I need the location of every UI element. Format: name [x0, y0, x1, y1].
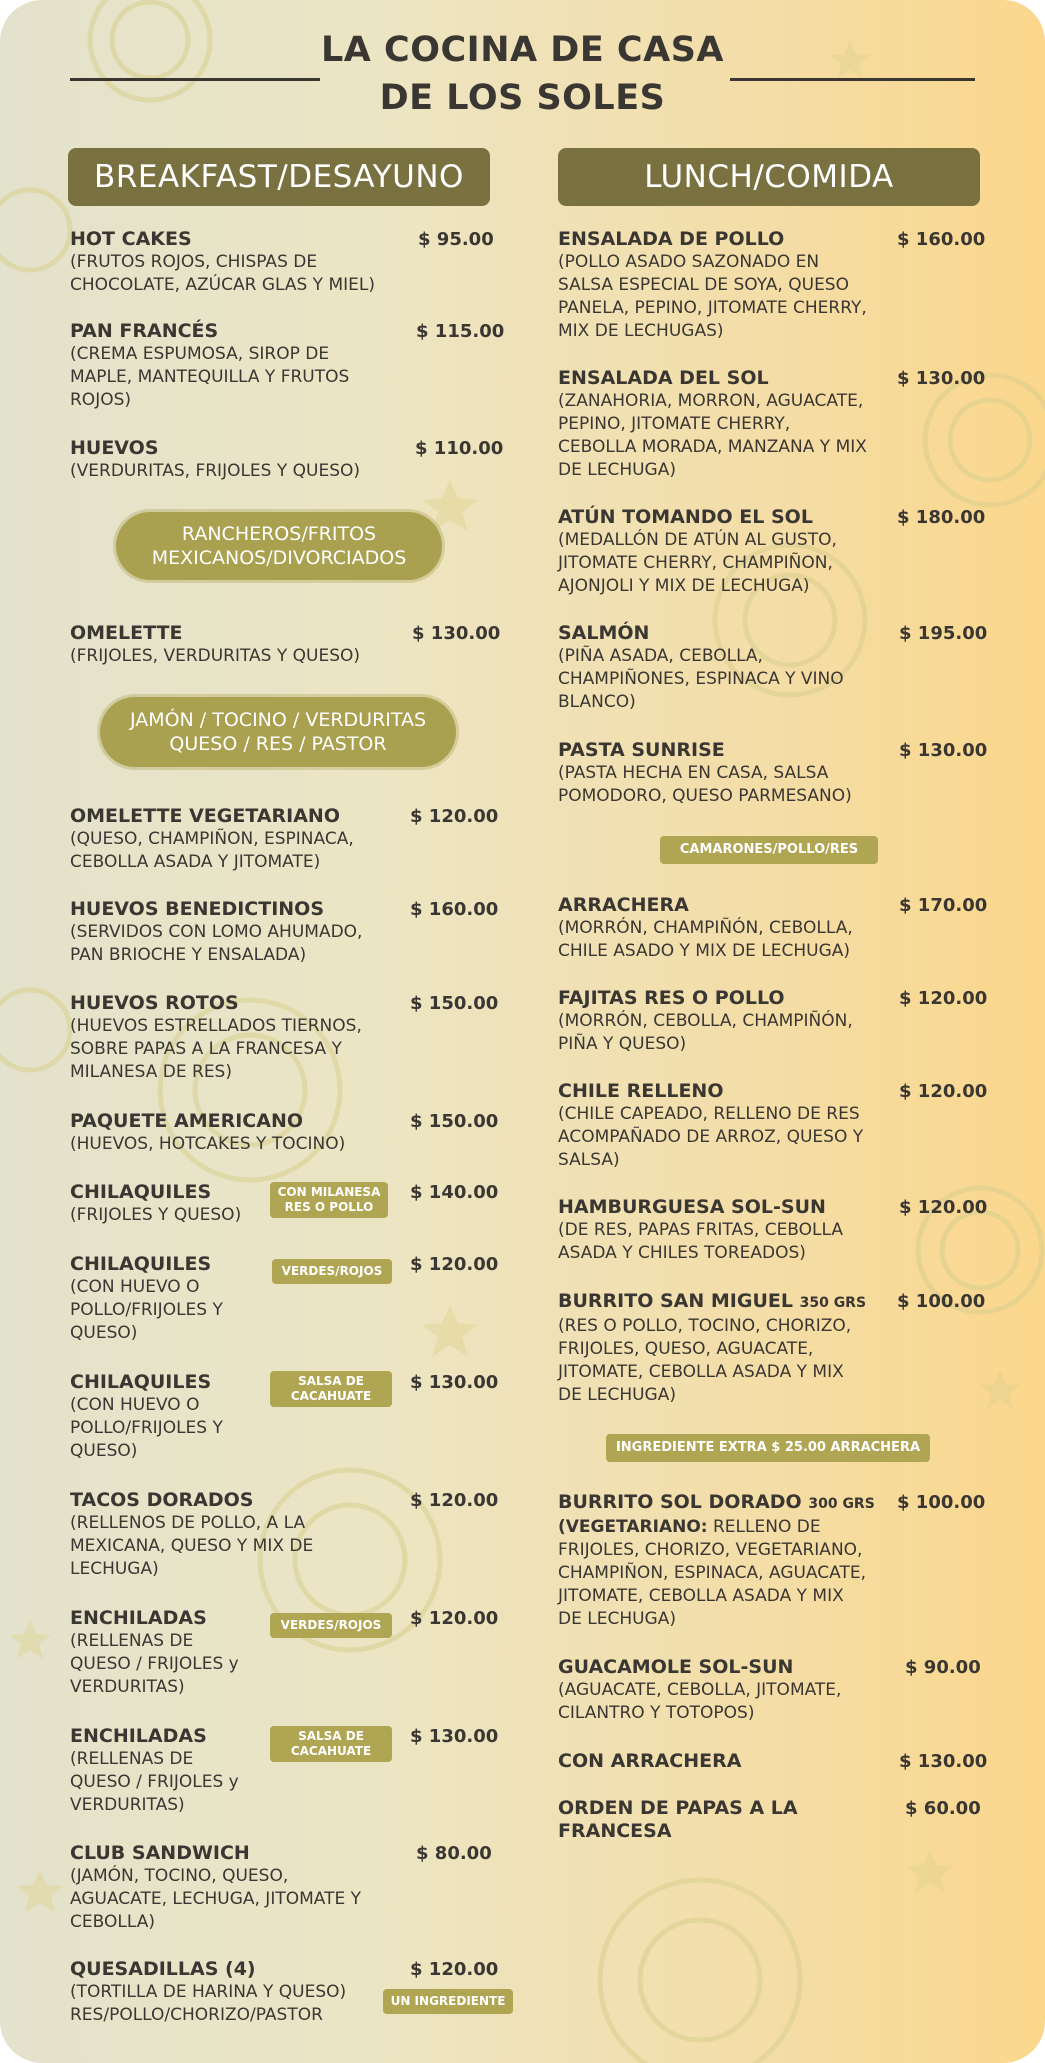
item-desc: ROJOS): [70, 390, 132, 410]
item-price: $ 150.00: [410, 1111, 499, 1132]
item-desc: (JAMÓN, TOCINO, QUESO,: [70, 1866, 289, 1886]
item-name: ENSALADA DEL SOL: [558, 367, 769, 389]
item-desc: ASADA Y CHILES TOREADOS): [558, 1243, 806, 1263]
item-option-tag: VERDES/ROJOS: [272, 1259, 392, 1284]
item-price: $ 120.00: [899, 1197, 988, 1218]
item-desc: (AGUACATE, CEBOLLA, JITOMATE,: [558, 1680, 842, 1700]
menu-item: [558, 987, 853, 1056]
item-price: $ 120.00: [410, 1490, 499, 1511]
item-price: $ 160.00: [897, 229, 986, 250]
item-name: CHILAQUILES: [70, 1253, 212, 1275]
item-desc: CEBOLLA ASADA Y JITOMATE): [70, 852, 321, 872]
title-divider-right: [730, 78, 975, 81]
item-desc: SALSA): [558, 1150, 620, 1170]
omelette-option-line: JAMÓN / TOCINO / VERDURITAS: [129, 709, 427, 731]
item-price: $ 170.00: [899, 895, 988, 916]
item-desc: MIX DE LECHUGAS): [558, 321, 724, 341]
item-name-line-2: FRANCESA: [558, 1820, 672, 1842]
item-desc: (CHILE CAPEADO, RELLENO DE RES: [558, 1104, 860, 1124]
item-price: $ 100.00: [897, 1492, 986, 1513]
menu-item: [70, 1842, 361, 1934]
item-price: $ 130.00: [897, 368, 986, 389]
item-desc: POMODORO, QUESO PARMESANO): [558, 786, 852, 806]
menu-item: [558, 894, 853, 963]
item-price: $ 60.00: [905, 1798, 981, 1819]
item-name: ORDEN DE PAPAS A LA: [558, 1797, 798, 1819]
item-desc: AGUACATE, LECHUGA, JITOMATE Y: [70, 1889, 361, 1909]
menu-item: [558, 1656, 841, 1725]
item-desc: (PASTA HECHA EN CASA, SALSA: [558, 763, 829, 783]
item-desc: RES/POLLO/CHORIZO/PASTOR: [70, 2005, 323, 2025]
tag-line: SALSA DE: [298, 1374, 364, 1388]
item-name: BURRITO SOL DORADO: [558, 1491, 802, 1513]
menu-item: [70, 437, 360, 483]
item-desc: QUESO): [70, 1441, 138, 1461]
tag-line: CON MILANESA: [277, 1185, 381, 1199]
item-price: $ 120.00: [410, 1254, 499, 1275]
menu-item: [558, 1290, 866, 1407]
item-desc: VERDURITAS): [70, 1795, 185, 1815]
egg-styles-badge: [116, 512, 442, 580]
item-desc: QUESO / FRIJOLES y: [70, 1772, 239, 1792]
item-desc: ACOMPAÑADO DE ARROZ, QUESO Y: [558, 1127, 864, 1147]
item-desc: DE LECHUGA): [558, 460, 676, 480]
menu-item: [558, 1491, 875, 1631]
menu-item: [70, 1607, 239, 1699]
item-weight: 350 GRS: [799, 1295, 867, 1311]
item-name: PAN FRANCÉS: [70, 320, 219, 342]
menu-item: [70, 1725, 239, 1817]
menu-item: [70, 1110, 345, 1156]
menu-item: [558, 1797, 798, 1843]
item-option-tag: [270, 1371, 392, 1407]
item-name: FAJITAS RES O POLLO: [558, 987, 785, 1009]
item-price: $ 130.00: [412, 623, 501, 644]
menu-item: [70, 1181, 241, 1227]
restaurant-title-line-1: LA COCINA DE CASA: [320, 30, 724, 70]
item-desc: MEXICANA, QUESO Y MIX DE: [70, 1536, 314, 1556]
item-option-tag: [270, 1726, 392, 1762]
item-desc: (RELLENAS DE: [70, 1631, 194, 1651]
item-desc: (DE RES, PAPAS FRITAS, CEBOLLA: [558, 1220, 844, 1240]
item-weight: 300 GRS: [808, 1496, 875, 1512]
item-name: HUEVOS BENEDICTINOS: [70, 898, 325, 920]
item-desc: CHILE ASADO Y MIX DE LECHUGA): [558, 941, 851, 961]
item-desc: PANELA, PEPINO, JITOMATE CHERRY,: [558, 298, 867, 318]
item-desc: (TORTILLA DE HARINA Y QUESO): [70, 1982, 347, 2002]
tag-line: CACAHUATE: [290, 1744, 372, 1758]
menu-item: [70, 992, 362, 1084]
item-price: $ 130.00: [410, 1372, 499, 1393]
item-name: PASTA SUNRISE: [558, 739, 725, 761]
menu-item: [70, 898, 362, 967]
item-desc: (HUEVOS, HOTCAKES Y TOCINO): [70, 1134, 346, 1154]
item-desc: (RELLENOS DE POLLO, A LA: [70, 1513, 306, 1533]
item-desc: PAN BRIOCHE Y ENSALADA): [70, 945, 307, 965]
item-desc: CHAMPIÑON, ESPINACA, AGUACATE,: [558, 1563, 866, 1583]
item-desc: (CON HUEVO O: [70, 1277, 200, 1297]
item-desc: (POLLO ASADO SAZONADO EN: [558, 252, 820, 272]
item-price: $ 195.00: [899, 623, 988, 644]
item-desc: CHOCOLATE, AZÚCAR GLAS Y MIEL): [70, 275, 375, 295]
item-price: $ 140.00: [410, 1182, 499, 1203]
item-desc: VERDURITAS): [70, 1677, 185, 1697]
item-desc: BLANCO): [558, 692, 636, 712]
item-desc: (MORRÓN, CEBOLLA, CHAMPIÑÓN,: [558, 1011, 853, 1031]
item-desc: AJONJOLI Y MIX DE LECHUGA): [558, 576, 810, 596]
egg-style-line: MEXICANOS/DIVORCIADOS: [151, 547, 407, 569]
item-option-tag: UN INGREDIENTE: [383, 1989, 513, 2014]
item-name: ENSALADA DE POLLO: [558, 228, 785, 250]
item-name: PAQUETE AMERICANO: [70, 1110, 303, 1132]
item-name: CLUB SANDWICH: [70, 1842, 250, 1864]
item-desc: (MORRÓN, CHAMPIÑÓN, CEBOLLA,: [558, 918, 853, 938]
item-name: CON ARRACHERA: [558, 1750, 742, 1772]
item-option-tag: VERDES/ROJOS: [270, 1613, 392, 1638]
item-name: ENCHILADAS: [70, 1607, 207, 1629]
item-price: $ 115.00: [416, 321, 505, 342]
menu-item: [70, 1958, 346, 2027]
menu-item: [70, 805, 354, 874]
title-divider-left: [70, 78, 320, 81]
tag-line: RES O POLLO: [284, 1200, 374, 1214]
item-name: BURRITO SAN MIGUEL: [558, 1290, 793, 1312]
omelette-options-badge: [100, 697, 456, 767]
item-name: ATÚN TOMANDO EL SOL: [558, 506, 813, 528]
omelette-option-line: QUESO / RES / PASTOR: [169, 733, 387, 755]
item-desc: (RELLENAS DE: [70, 1749, 194, 1769]
item-desc: POLLO/FRIJOLES Y: [70, 1418, 223, 1438]
item-name: QUESADILLAS (4): [70, 1958, 256, 1980]
item-name: CHILE RELLENO: [558, 1080, 724, 1102]
item-price: $ 120.00: [410, 1608, 499, 1629]
lunch-header: LUNCH/COMIDA: [558, 148, 980, 206]
item-desc: (ZANAHORIA, MORRON, AGUACATE,: [558, 391, 864, 411]
item-desc: (CREMA ESPUMOSA, SIROP DE: [70, 344, 330, 364]
item-desc: (QUESO, CHAMPIÑON, ESPINACA,: [70, 829, 354, 849]
item-name: SALMÓN: [558, 622, 650, 644]
menu-item: [558, 1080, 863, 1172]
item-price: $ 110.00: [415, 438, 504, 459]
item-desc: MILANESA DE RES): [70, 1062, 232, 1082]
item-name: HUEVOS ROTOS: [70, 992, 239, 1014]
item-price: $ 120.00: [410, 1959, 499, 1980]
menu-item: [70, 1253, 223, 1345]
item-desc: (PIÑA ASADA, CEBOLLA,: [558, 646, 763, 666]
item-desc: CEBOLLA MORADA, MANZANA Y MIX: [558, 437, 867, 457]
item-price: $ 160.00: [410, 899, 499, 920]
item-desc: (HUEVOS ESTRELLADOS TIERNOS,: [70, 1016, 362, 1036]
item-name: OMELETTE: [70, 622, 183, 644]
menu-item: [70, 320, 349, 412]
item-name: HOT CAKES: [70, 228, 192, 250]
item-price: $ 120.00: [899, 988, 988, 1009]
egg-style-line: RANCHEROS/FRITOS: [181, 523, 377, 545]
restaurant-title-line-2: DE LOS SOLES: [379, 78, 666, 118]
item-price: $ 130.00: [899, 740, 988, 761]
item-price: $ 150.00: [410, 993, 499, 1014]
menu-item: [558, 739, 852, 808]
item-desc: (RES O POLLO, TOCINO, CHORIZO,: [558, 1316, 852, 1336]
item-desc: POLLO/FRIJOLES Y: [70, 1300, 223, 1320]
item-desc: (MEDALLÓN DE ATÚN AL GUSTO,: [558, 530, 837, 550]
item-desc: (FRIJOLES Y QUESO): [70, 1205, 242, 1225]
tag-line: SALSA DE: [298, 1729, 364, 1743]
item-name: TACOS DORADOS: [70, 1489, 254, 1511]
item-price: $ 95.00: [418, 229, 494, 250]
item-name: ARRACHERA: [558, 894, 689, 916]
breakfast-header: BREAKFAST/DESAYUNO: [68, 148, 490, 206]
menu-item: [70, 622, 360, 668]
menu-item: [558, 228, 867, 343]
item-desc: JITOMATE, CEBOLLA ASADA Y MIX: [558, 1586, 844, 1606]
item-desc: PIÑA Y QUESO): [558, 1034, 687, 1054]
menu-item: [558, 1750, 741, 1773]
item-name: HUEVOS: [70, 437, 159, 459]
protein-options-badge: CAMARONES/POLLO/RES: [660, 836, 878, 864]
item-price: $ 90.00: [905, 1657, 981, 1678]
item-desc: CILANTRO Y TOTOPOS): [558, 1703, 755, 1723]
item-desc: SOBRE PAPAS A LA FRANCESA Y: [70, 1039, 342, 1059]
item-desc: (CON HUEVO O: [70, 1395, 200, 1415]
item-name: HAMBURGUESA SOL-SUN: [558, 1196, 826, 1218]
item-desc: CHAMPIÑONES, ESPINACA Y VINO: [558, 669, 844, 689]
item-name: OMELETTE VEGETARIANO: [70, 805, 340, 827]
menu-item: [70, 1489, 313, 1581]
item-price: $ 130.00: [410, 1726, 499, 1747]
item-desc: QUESO / FRIJOLES y: [70, 1654, 239, 1674]
item-desc: JITOMATE, CEBOLLA ASADA Y MIX: [558, 1362, 844, 1382]
item-name: CHILAQUILES: [70, 1371, 212, 1393]
menu-item: [70, 228, 375, 297]
item-desc: RELLENO DE: [707, 1517, 821, 1537]
item-desc: SALSA ESPECIAL DE SOYA, QUESO: [558, 275, 849, 295]
item-desc: (SERVIDOS CON LOMO AHUMADO,: [70, 922, 363, 942]
item-desc: (FRUTOS ROJOS, CHISPAS DE: [70, 252, 318, 272]
item-name: ENCHILADAS: [70, 1725, 207, 1747]
item-price: $ 80.00: [416, 1843, 492, 1864]
item-desc: JITOMATE CHERRY, CHAMPIÑON,: [558, 553, 833, 573]
menu-item: [558, 506, 837, 598]
menu-item: [558, 367, 867, 482]
menu-item: [70, 1371, 223, 1463]
item-desc: QUESO): [70, 1323, 138, 1343]
item-desc: LECHUGA): [70, 1559, 159, 1579]
item-price: $ 120.00: [410, 806, 499, 827]
item-desc: FRIJOLES, QUESO, AGUACATE,: [558, 1339, 814, 1359]
item-desc: FRIJOLES, CHORIZO, VEGETARIANO,: [558, 1540, 863, 1560]
item-price: $ 180.00: [897, 507, 986, 528]
item-desc: MAPLE, MANTEQUILLA Y FRUTOS: [70, 367, 350, 387]
extra-ingredient-badge: INGREDIENTE EXTRA $ 25.00 ARRACHERA: [606, 1434, 930, 1462]
item-desc: (FRIJOLES, VERDURITAS Y QUESO): [70, 646, 361, 666]
item-name: GUACAMOLE SOL-SUN: [558, 1656, 794, 1678]
item-desc: DE LECHUGA): [558, 1609, 676, 1629]
item-price: $ 130.00: [899, 1751, 988, 1772]
item-desc-emphasis: (VEGETARIANO:: [558, 1517, 708, 1537]
menu-item: [558, 622, 844, 714]
item-price: $ 100.00: [897, 1291, 986, 1312]
item-desc: (VERDURITAS, FRIJOLES Y QUESO): [70, 461, 361, 481]
menu-item: [558, 1196, 843, 1265]
item-price: $ 120.00: [899, 1081, 988, 1102]
item-desc: CEBOLLA): [70, 1912, 155, 1932]
item-desc: PEPINO, JITOMATE CHERRY,: [558, 414, 791, 434]
item-option-tag: [270, 1182, 388, 1218]
item-desc: DE LECHUGA): [558, 1385, 676, 1405]
item-name: CHILAQUILES: [70, 1181, 212, 1203]
tag-line: CACAHUATE: [290, 1389, 372, 1403]
